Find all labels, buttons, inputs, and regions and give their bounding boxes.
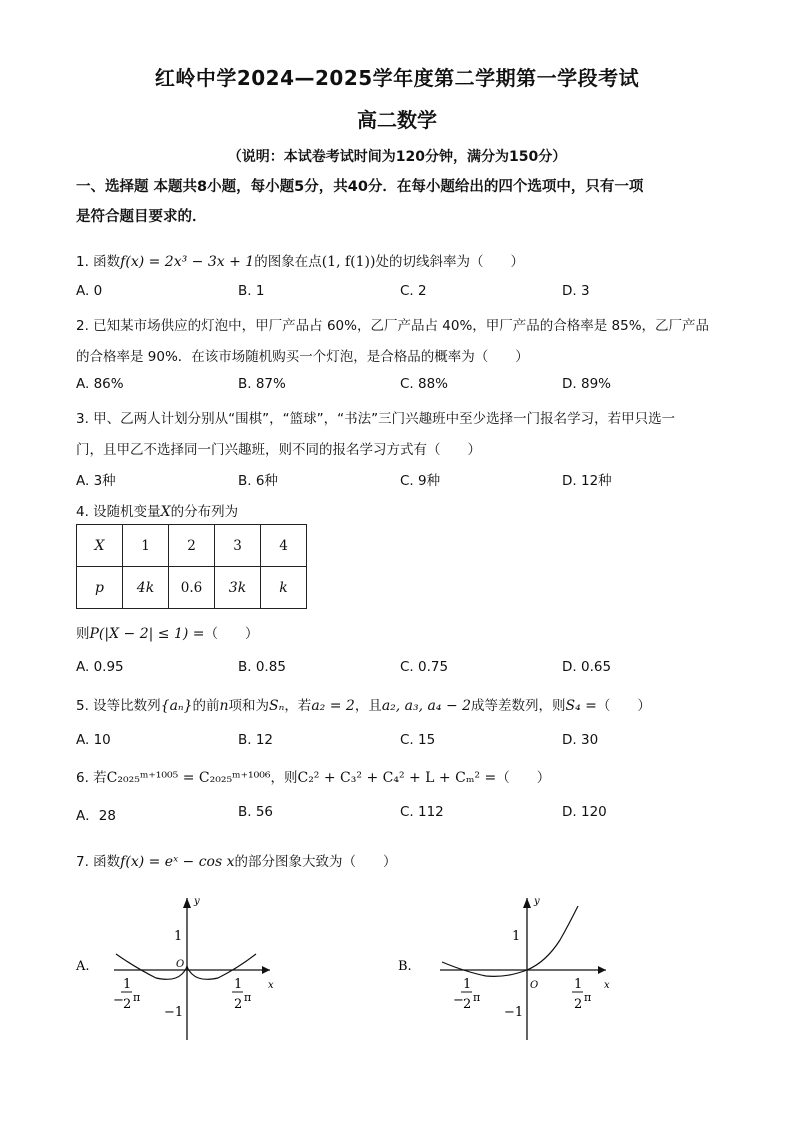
q6-p3: （ ）: [496, 770, 551, 786]
exam-note: （说明：本试卷考试时间为120分钟，满分为150分）: [227, 149, 567, 165]
q4-option-d[interactable]: D. 0.65: [562, 659, 612, 675]
q1-mid: 的图象在点: [254, 254, 322, 270]
x-tick-neg-den: 2: [463, 997, 472, 1012]
q7-formula: f(x) = eˣ − cos x: [120, 854, 235, 870]
table-cell: 4k: [123, 567, 169, 609]
graph-a-svg: [70, 890, 290, 1040]
q7-option-b-graph[interactable]: [396, 890, 616, 1044]
origin-label: O: [176, 959, 185, 970]
q1-prefix: 1. 函数: [76, 254, 121, 270]
q7-p2: 的部分图象大致为（ ）: [234, 854, 397, 870]
q4-ask: [76, 622, 259, 642]
exam-title: 红岭中学2024—2025学年度第二学期第一学段考试: [154, 66, 640, 90]
y-axis-arrow-icon: [183, 898, 191, 908]
graph-b-label: B.: [398, 959, 412, 974]
x-axis-label: x: [604, 980, 610, 991]
q5-option-b[interactable]: B. 12: [238, 732, 274, 748]
x-tick-pos-num: 1: [574, 977, 583, 992]
x-tick-pos-den: 2: [574, 997, 583, 1012]
q4-ask-formula: P(|X − 2| ≤ 1) =: [89, 626, 205, 642]
q2-option-d[interactable]: D. 89%: [562, 376, 611, 392]
q5-option-d[interactable]: D. 30: [562, 732, 599, 748]
x-tick-pos-num: 1: [234, 977, 243, 992]
table-cell: 2: [169, 525, 215, 567]
table-cell: 0.6: [169, 567, 215, 609]
q1-option-d[interactable]: D. 3: [562, 283, 590, 299]
section-heading-line1: 一、选择题 本题共8小题，每小题5分，共40分．在每小题给出的四个选项中，只有一项: [76, 179, 644, 195]
y-tick-1: 1: [174, 929, 183, 944]
q5-seq: {aₙ}: [160, 698, 193, 714]
q2-option-b[interactable]: B. 87%: [238, 376, 286, 392]
q5-cond: a₂ = 2: [311, 698, 355, 714]
y-axis-arrow-icon: [523, 898, 531, 908]
x-tick-neg-num: 1: [463, 977, 472, 992]
question-7: [76, 850, 397, 870]
table-cell: 3k: [215, 567, 261, 609]
x-axis-arrow-icon: [262, 966, 270, 974]
q6-p2: ，则: [270, 770, 298, 786]
q6-option-d[interactable]: D. 120: [562, 804, 607, 820]
distribution-table: [76, 524, 307, 609]
x-tick-neg-sign: −: [453, 993, 464, 1008]
q5-p7: （ ）: [596, 698, 651, 714]
q5-p2: 的前: [192, 698, 220, 714]
q7-option-a-graph[interactable]: [70, 890, 290, 1044]
q3-option-d[interactable]: D. 12种: [562, 473, 612, 489]
q1-option-a[interactable]: A. 0: [76, 283, 103, 299]
q4-intro-prefix: 4. 设随机变量: [76, 504, 161, 520]
q5-sn: Sₙ: [269, 698, 285, 714]
q6-cond: C₂₀₂₅ᵐ⁺¹⁰⁰⁵ = C₂₀₂₅ᵐ⁺¹⁰⁰⁶: [106, 770, 271, 786]
x-axis-arrow-icon: [598, 966, 606, 974]
q3-option-c[interactable]: C. 9种: [400, 473, 441, 489]
q6-p1: 6. 若: [76, 770, 107, 786]
x-tick-pos-den: 2: [234, 997, 243, 1012]
q5-p6: 成等差数列，则: [471, 698, 566, 714]
q1-suffix: 处的切线斜率为（ ）: [375, 254, 524, 270]
q7-p1: 7. 函数: [76, 854, 121, 870]
table-row: [77, 567, 307, 609]
q5-option-c[interactable]: C. 15: [400, 732, 436, 748]
q5-s4: S₄ =: [565, 698, 597, 714]
table-cell: k: [261, 567, 307, 609]
q3-option-b[interactable]: B. 6种: [238, 473, 278, 489]
q5-p3: 项和为: [228, 698, 270, 714]
exam-subject: 高二数学: [357, 108, 437, 132]
graph-b-svg: [396, 890, 616, 1040]
x-axis-label: x: [268, 980, 274, 991]
y-tick-neg1: −1: [504, 1005, 524, 1020]
y-axis-label: y: [194, 896, 200, 907]
q4-option-a[interactable]: A. 0.95: [76, 659, 124, 675]
q4-option-c[interactable]: C. 0.75: [400, 659, 449, 675]
table-cell: 1: [123, 525, 169, 567]
q5-p1: 5. 设等比数列: [76, 698, 161, 714]
table-row: [77, 525, 307, 567]
q5-terms: a₂, a₃, a₄ − 2: [381, 698, 472, 714]
q5-option-a[interactable]: A. 10: [76, 732, 111, 748]
q1-option-c[interactable]: C. 2: [400, 283, 427, 299]
q5-p5: ，且: [354, 698, 382, 714]
x-tick-neg-num: 1: [123, 977, 132, 992]
q6-option-a[interactable]: A．28: [76, 808, 116, 824]
q4-intro: [76, 500, 238, 520]
q5-n: n: [219, 698, 229, 714]
q4-ask-prefix: 则: [76, 626, 90, 642]
table-cell: X: [77, 525, 123, 567]
q4-var: X: [160, 504, 171, 520]
x-tick-pos-pi: π: [244, 991, 252, 1004]
q3-line1: 3. 甲、乙两人计划分别从“围棋”，“篮球”，“书法”三门兴趣班中至少选择一门报名学习，若甲只选一: [76, 411, 676, 427]
q2-option-c[interactable]: C. 88%: [400, 376, 449, 392]
graph-a-curve: [116, 954, 256, 979]
x-tick-neg-pi: π: [133, 991, 141, 1004]
q4-option-b[interactable]: B. 0.85: [238, 659, 286, 675]
x-tick-neg-pi: π: [473, 991, 481, 1004]
x-tick-pos-pi: π: [584, 991, 592, 1004]
q1-formula: f(x) = 2x³ − 3x + 1: [120, 254, 255, 270]
q2-line1: 2. 已知某市场供应的灯泡中，甲厂产品占 60%，乙厂产品占 40%，甲厂产品的合格率是 85%，乙厂产品: [76, 318, 710, 334]
q2-option-a[interactable]: A. 86%: [76, 376, 124, 392]
q6-option-c[interactable]: C. 112: [400, 804, 444, 820]
q1-option-b[interactable]: B. 1: [238, 283, 265, 299]
y-tick-neg1: −1: [164, 1005, 184, 1020]
q1-point: (1, f(1)): [321, 254, 376, 270]
section-heading: [76, 172, 726, 232]
q2-line2: 的合格率是 90%．在该市场随机购买一个灯泡，是合格品的概率为（ ）: [76, 349, 529, 365]
table-cell: p: [77, 567, 123, 609]
q3-option-a[interactable]: A. 3种: [76, 473, 116, 489]
table-cell: 3: [215, 525, 261, 567]
q5-p4: ，若: [284, 698, 312, 714]
graph-a-label: A.: [76, 959, 90, 974]
q6-option-b[interactable]: B. 56: [238, 804, 274, 820]
y-tick-1: 1: [512, 929, 521, 944]
question-6: [76, 766, 550, 786]
table-cell: 4: [261, 525, 307, 567]
question-1: [76, 250, 524, 270]
section-heading-line2: 是符合题目要求的．: [76, 209, 207, 225]
q3-line2: 门，且甲乙不选择同一门兴趣班，则不同的报名学习方式有（ ）: [76, 442, 481, 458]
q6-sum: C₂² + C₃² + C₄² + L + Cₘ² =: [297, 770, 497, 786]
x-tick-neg-den: 2: [123, 997, 132, 1012]
graph-b-curve: [442, 906, 578, 976]
q4-intro-suffix: 的分布列为: [170, 504, 239, 520]
x-tick-neg-sign: −: [113, 993, 124, 1008]
origin-label: O: [530, 980, 539, 991]
question-5: [76, 694, 651, 714]
y-axis-label: y: [534, 896, 540, 907]
q4-ask-suffix: （ ）: [204, 626, 259, 642]
